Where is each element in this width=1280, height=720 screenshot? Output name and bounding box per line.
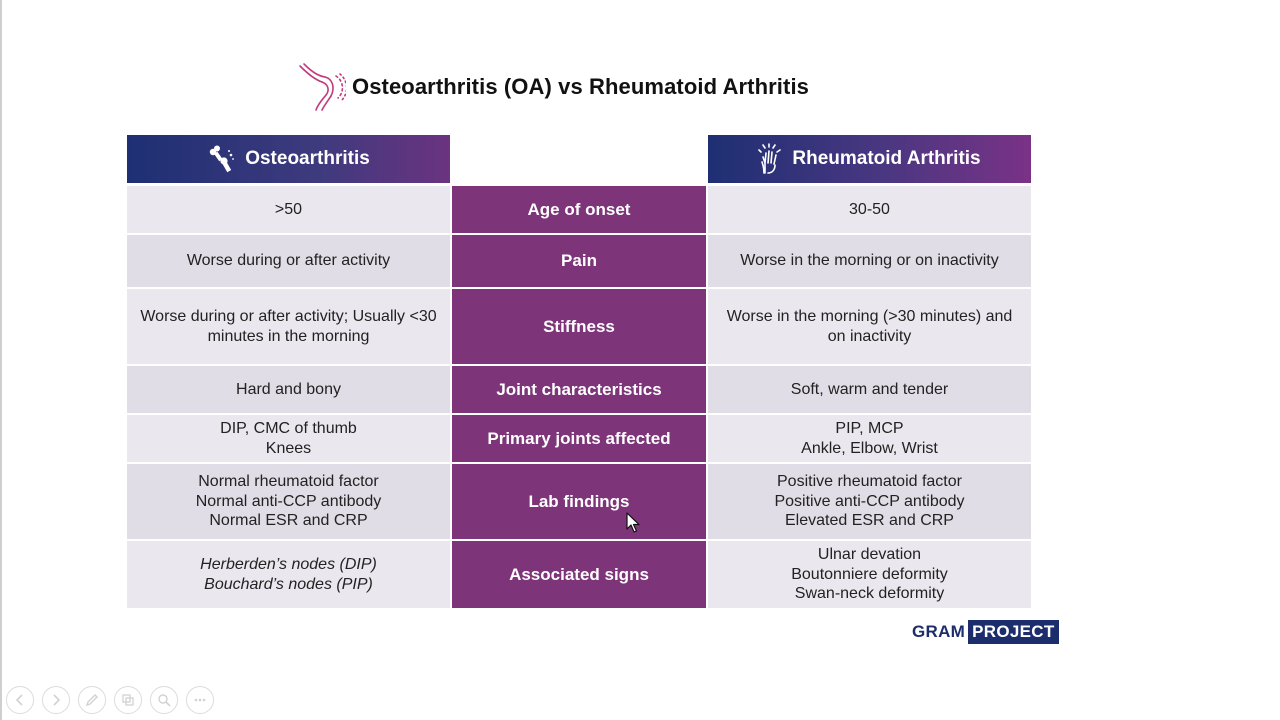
category-label-cell	[452, 415, 706, 462]
gram-project-logo	[910, 620, 1059, 644]
ra-value: Ulnar devation Boutonniere deformity Swan-neck deformity	[791, 546, 948, 603]
comparison-row-age-of-onset	[0, 186, 1280, 233]
see-all-slides-button[interactable]	[114, 686, 142, 714]
oa-value: Worse during or after activity; Usually <30 minutes in the morning	[140, 308, 437, 345]
logo-part-project: PROJECT	[968, 620, 1058, 644]
slide-title-area	[296, 62, 809, 112]
comparison-row-pain	[0, 235, 1280, 287]
oa-value: Normal rheumatoid factor Normal anti-CCP antibody Normal ESR and CRP	[195, 473, 382, 530]
ra-value-cell	[708, 464, 1031, 539]
category-label: Age of onset	[527, 199, 631, 219]
oa-value: DIP, CMC of thumb Knees	[220, 420, 357, 457]
oa-value-cell	[127, 464, 450, 539]
ra-value-cell	[708, 541, 1031, 608]
bone-joint-icon	[207, 144, 237, 174]
category-label: Stiffness	[543, 316, 615, 336]
ra-value: 30-50	[849, 200, 890, 218]
mouse-pointer-icon	[626, 512, 640, 534]
next-slide-button[interactable]	[42, 686, 70, 714]
slide-title: Osteoarthritis (OA) vs Rheumatoid Arthritis	[352, 74, 809, 99]
category-label-cell	[452, 541, 706, 608]
oa-value-cell	[127, 186, 450, 233]
rheumatoid-arthritis-header-label: Rheumatoid Arthritis	[792, 148, 981, 169]
category-label: Primary joints affected	[487, 428, 671, 448]
ra-value: Worse in the morning or on inactivity	[740, 252, 999, 270]
rheumatoid-arthritis-header	[708, 135, 1031, 183]
category-label: Pain	[561, 251, 597, 271]
ra-value-cell	[708, 186, 1031, 233]
pen-icon	[85, 693, 99, 707]
ra-value-cell	[708, 235, 1031, 287]
oa-value-cell	[127, 235, 450, 287]
category-label-cell	[452, 186, 706, 233]
oa-value: Worse during or after activity	[186, 252, 391, 270]
category-label: Joint characteristics	[496, 379, 662, 399]
next-slide-icon	[50, 694, 62, 706]
oa-value: Hard and bony	[236, 380, 341, 398]
logo-part-gram: GRAM	[912, 622, 966, 641]
osteoarthritis-header-label: Osteoarthritis	[245, 148, 370, 169]
more-options-icon	[193, 693, 207, 707]
ra-value: PIP, MCP Ankle, Elbow, Wrist	[801, 420, 938, 457]
oa-value-cell	[127, 415, 450, 462]
zoom-button[interactable]	[150, 686, 178, 714]
ra-value-cell	[708, 415, 1031, 462]
oa-value-cell	[127, 289, 450, 364]
inflamed-hand-icon	[758, 143, 784, 175]
ra-value-cell	[708, 289, 1031, 364]
oa-value-cell	[127, 541, 450, 608]
ra-value: Soft, warm and tender	[790, 380, 949, 398]
more-options-button[interactable]	[186, 686, 214, 714]
comparison-row-associated-signs	[0, 541, 1280, 608]
category-label-cell	[452, 289, 706, 364]
oa-value: Herberden’s nodes (DIP) Bouchard’s nodes (PIP)	[200, 556, 377, 593]
ra-value: Positive rheumatoid factor Positive anti-CCP antibody Elevated ESR and CRP	[774, 473, 965, 530]
ra-value: Worse in the morning (>30 minutes) and on inactivity	[726, 308, 1013, 345]
comparison-row-primary-joints	[0, 415, 1280, 462]
previous-slide-icon	[14, 694, 26, 706]
comparison-row-stiffness	[0, 289, 1280, 364]
comparison-row-lab-findings	[0, 464, 1280, 539]
zoom-icon	[157, 693, 171, 707]
slides-icon	[121, 693, 135, 707]
ra-value-cell	[708, 366, 1031, 413]
comparison-row-joint-characteristics	[0, 366, 1280, 413]
previous-slide-button[interactable]	[6, 686, 34, 714]
category-label-cell	[452, 235, 706, 287]
osteoarthritis-header	[127, 135, 450, 183]
oa-value-cell	[127, 366, 450, 413]
oa-value: >50	[274, 200, 303, 218]
category-label-cell	[452, 366, 706, 413]
category-label-cell	[452, 464, 706, 539]
knee-joint-icon	[296, 62, 346, 112]
category-label: Associated signs	[509, 564, 649, 584]
pen-tool-button[interactable]	[78, 686, 106, 714]
category-label: Lab findings	[528, 491, 630, 511]
presentation-toolbar	[6, 686, 214, 714]
